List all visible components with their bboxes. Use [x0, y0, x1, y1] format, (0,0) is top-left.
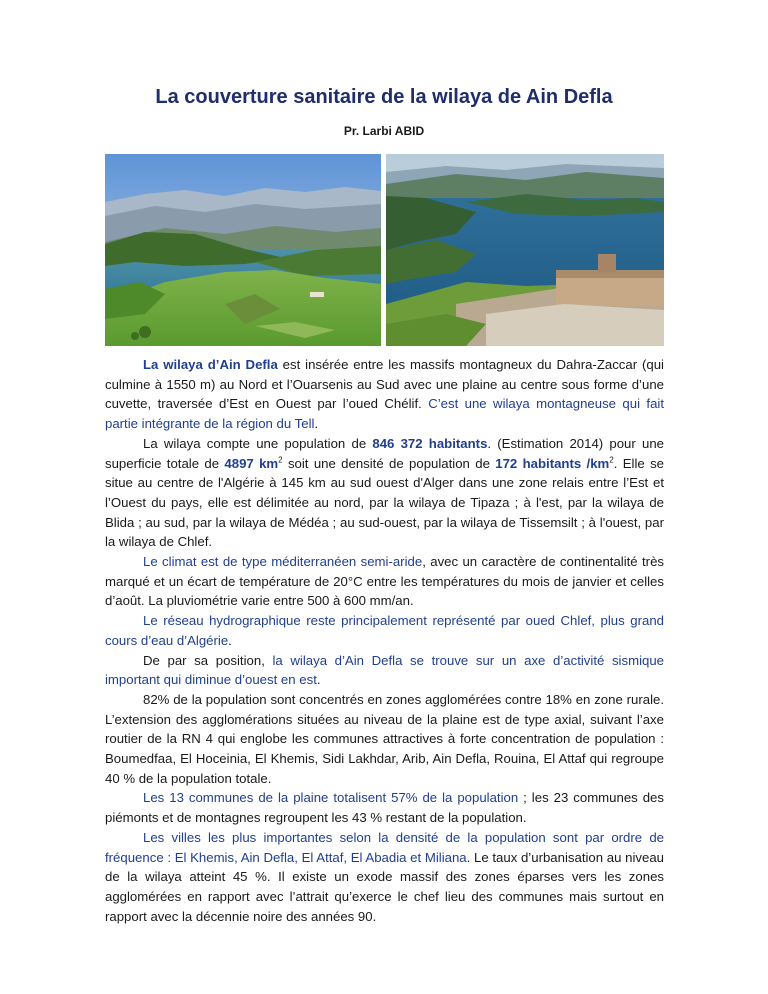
- paragraph: [105, 828, 664, 927]
- body-text: [105, 355, 664, 926]
- text-segment: .: [228, 632, 232, 648]
- text-segment: De par sa position,: [143, 652, 273, 668]
- superscript: 2: [609, 455, 614, 465]
- text-segment: Le réseau hydrographique reste principalement représenté par oued Chlef, plus grand cours d’eau d’Algérie: [105, 613, 664, 648]
- text-segment: Le climat est de type méditerranéen semi-aride: [143, 554, 423, 570]
- paragraph: [105, 690, 664, 789]
- paragraph: [105, 552, 664, 611]
- text-segment: 172 habitants /km: [495, 455, 610, 471]
- paragraph: [105, 355, 664, 434]
- text-segment: . Elle se situe au centre de l'Algérie à 145 km au sud ouest d'Alger dans une zone relais entre l’Est et l’Ouest du pays, elle est délimitée au nord, par la wilaya de Tipaza ; à l'est, par la wilaya de Blida ; au sud, par la wilaya de Médéa ; au sud-ouest, par la wilaya de Tissemsilt ; à l'ouest, par la wilaya de Chlef.: [105, 455, 664, 550]
- text-segment: C’est une wilaya montagneuse qui fait partie intégrante de la région du Tell: [105, 396, 664, 432]
- paragraph: [105, 651, 664, 690]
- text-segment: 82% de la population sont concentrés en zones agglomérées contre 18% en zone rurale. L’extension des agglomérations situées au niveau de la plaine est de type axial, suivant l’axe routier de la RN 4 qui englobe les communes attractives à forte concentration de population : Boumedfaa, El Hoceinia, El Khemis, Sidi Lakhdar, Arib, Ain Defla, Rouina, El Attaf qui regroupe 40 % de la population totale.: [105, 691, 664, 786]
- paragraph: [105, 611, 664, 650]
- text-segment: Les villes les plus importantes selon la densité de la population sont par ordre de fréquence : El Khemis, Ain Defla, El Attaf, El Abadia et Miliana: [105, 829, 664, 865]
- text-segment: ; les 23 communes des piémonts et de montagnes regroupent les 43 % restant de la population.: [105, 790, 664, 826]
- landscape-photo-left: [105, 154, 381, 346]
- text-segment: soit une densité de population de: [282, 455, 496, 471]
- paragraph: [105, 434, 664, 552]
- text-segment: La wilaya d’Ain Defla: [143, 357, 278, 372]
- text-segment: 4897 km: [224, 455, 279, 471]
- landscape-photo-right: [386, 154, 664, 346]
- text-segment: est insérée entre les massifs montagneux du Dahra-Zaccar (qui culmine à 1550 m) au Nord et l’Ouarsenis au Sud avec une plaine au centre sous forme d’une cuvette, traversée d’Est en Ouest par l’oued Chélif.: [105, 357, 664, 412]
- superscript: 2: [278, 455, 283, 465]
- paragraph: [105, 788, 664, 827]
- text-segment: , avec un caractère de continentalité très marqué et un écart de température de 20°C entre les températures du mois de janvier et celles d’août. La pluviométrie varie entre 500 à 600 mm/an.: [105, 554, 665, 609]
- text-segment: la wilaya d’Ain Defla se trouve sur un axe d’activité sismique important qui diminue d’ouest en est: [105, 652, 664, 688]
- text-segment: .: [316, 672, 321, 688]
- text-segment: . (Estimation 2014) pour une superficie totale de: [105, 435, 664, 471]
- author-name: Pr. Larbi ABID: [343, 124, 425, 138]
- text-segment: . Le taux d’urbanisation au niveau de la wilaya atteint 45 %. Il existe un exode massif des zones éparses vers les zones agglomérées en rapport avec l’attrait qu’exerce le chef lieu des communes mais surtout en rapport avec la décennie noire des années 90.: [105, 849, 664, 924]
- text-segment: La wilaya compte une population de: [143, 435, 373, 451]
- text-segment: .: [314, 416, 319, 432]
- text-segment: Les 13 communes de la plaine totalisent 57% de la population: [143, 790, 519, 806]
- text-segment: 846 372 habitants: [372, 435, 488, 451]
- landscape-photos: [105, 154, 664, 346]
- page-title: La couverture sanitaire de la wilaya de Ain Defla: [155, 86, 613, 108]
